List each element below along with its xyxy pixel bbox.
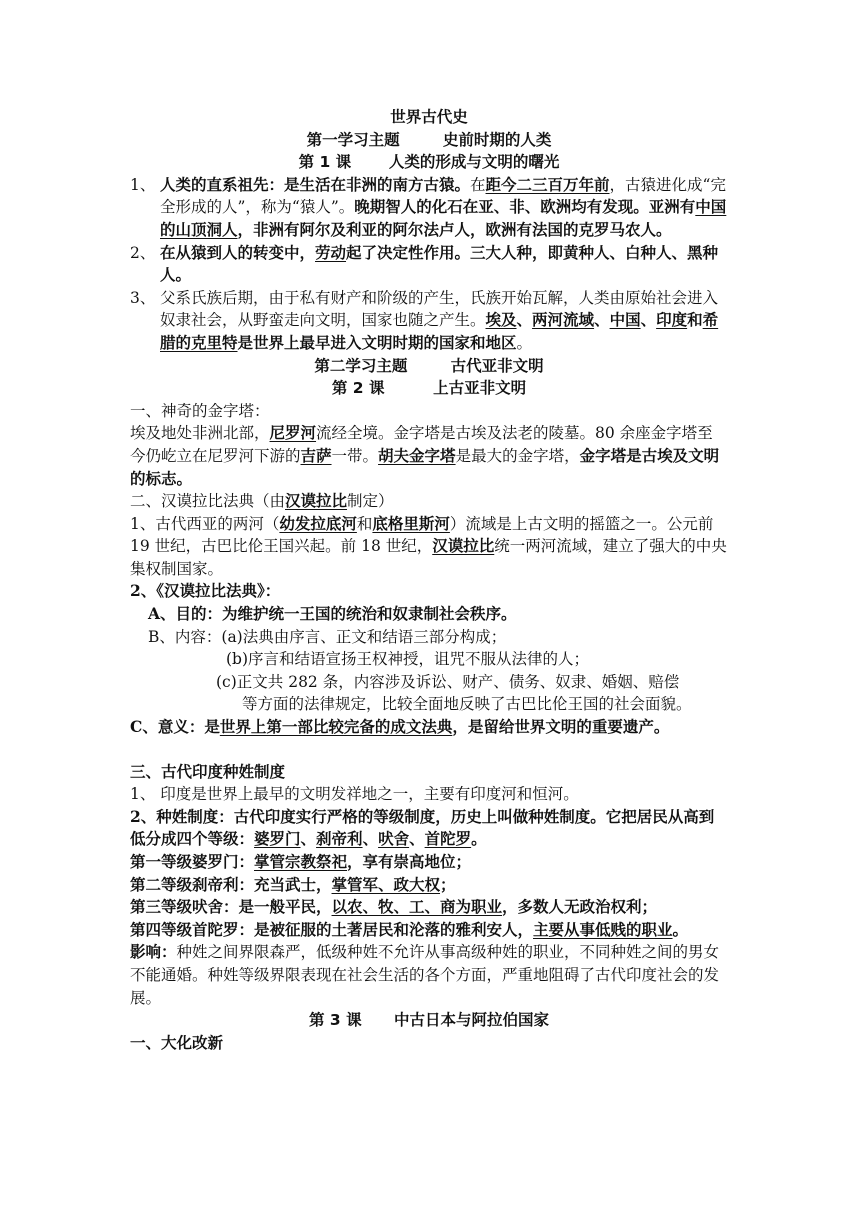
theme-heading-1: [130, 129, 728, 152]
text-run: 流经全境。金字塔是古埃及法老的陵墓。80 余座金字塔至今仍屹立在尼罗河下游的: [130, 424, 713, 465]
text-run: ，非洲有阿尔及利亚的阿尔法卢人，欧洲有法国的克罗马农人。: [237, 219, 672, 239]
text-run: 金字塔是古埃及文明的标志。: [130, 445, 720, 488]
text-run: 胡夫金字塔: [378, 445, 456, 465]
text-run: 两河流域: [532, 310, 595, 330]
item-number: 1、: [130, 175, 156, 194]
item-number: 2、: [130, 243, 156, 262]
text-run: ，古猿进化成“完全形成的人”，称为“猿人”。: [160, 175, 726, 217]
text-run: 希腊的克里特: [160, 310, 719, 352]
text-run: 劳动: [315, 242, 347, 262]
text-run: 埃及: [485, 310, 517, 330]
text-run: 在: [470, 175, 486, 194]
text-run: 2、种姓制度：古代印度实行严格的等级制度，历史上叫做种姓制度。它把居民从高到低分成四个等级：: [130, 806, 715, 849]
text-run: 是世界上最早进入文明时期的国家和地区: [237, 332, 517, 352]
text-run: ，享有崇高地位；: [347, 852, 472, 871]
lesson-heading-3: [130, 1009, 728, 1032]
caste-paragraph-2: [130, 806, 728, 851]
text-run: 、: [300, 829, 317, 849]
caste-level-1: [130, 851, 728, 874]
lesson1-paragraph-2: [130, 242, 728, 287]
theme-label: 第二学习主题: [314, 356, 408, 375]
caste-paragraph-1: 1、 印度是世界上最早的文明发祥地之一，主要有印度河和恒河。: [130, 785, 579, 804]
text-run: 晚期智人的化石在亚、非、欧洲均有发现。亚洲有: [354, 197, 696, 217]
code-content-b: (b)序言和结语宣扬王权神授，诅咒不服从法律的人；: [226, 650, 590, 669]
lesson1-paragraph-1: [130, 174, 728, 242]
code-paragraph-1: [130, 513, 728, 581]
text-run: ）流域是上古文明的摇篮之一。公元前 19 世纪，古巴比伦王国兴起。前 18 世纪，: [130, 514, 714, 556]
text-run: 父系氏族后期，由于私有财产和阶级的产生，氏族开始瓦解，人类由原始社会进入奴隶社会，从野蛮走向文明，国家也随之产生。: [160, 288, 719, 330]
text-run: 和: [687, 310, 703, 330]
text-run: ，是留给世界文明的重要遗产。: [452, 717, 670, 737]
document-content: [130, 106, 728, 1054]
lesson-name: 中古日本与阿拉伯国家: [393, 1011, 549, 1030]
text-run: 和: [356, 514, 373, 533]
caste-level-3: [130, 896, 728, 919]
lesson-label: 第 1 课: [298, 153, 352, 172]
section-heading-pyramids: 一、神奇的金字塔：: [130, 401, 270, 420]
text-run: 。: [471, 829, 487, 849]
text-run: 埃及地处非洲北部，: [130, 424, 270, 443]
text-run: 掌管宗教祭祀: [254, 852, 348, 871]
text-run: 首陀罗: [424, 829, 472, 849]
text-run: 是最大的金字塔，: [455, 446, 580, 465]
lesson-label: 第 3 课: [309, 1011, 362, 1030]
text-run: 底格里斯河: [372, 513, 450, 533]
code-content-c: (c)正文共 282 条，内容涉及诉讼、财产、债务、奴隶、婚姻、赔偿: [216, 672, 680, 691]
theme-name: 史前时期的人类: [442, 130, 552, 149]
text-run: 人类的直系祖先：是生活在非洲的南方古猿。: [160, 174, 471, 194]
blank-line: [130, 739, 728, 761]
lesson-heading-2: [130, 377, 728, 400]
caste-impact: [130, 941, 728, 1009]
text-run: 幼发拉底河: [279, 513, 357, 533]
text-run: 制定）: [347, 492, 394, 511]
lesson-heading-1: [130, 151, 728, 174]
text-run: 。: [516, 333, 533, 352]
text-run: C、意义：是: [130, 717, 220, 737]
text-run: 影响：: [130, 942, 177, 962]
text-run: 起了决定性作用。三大人种，即黄种人、白种人、黑种人。: [160, 242, 719, 285]
text-run: 世界上第一部比较完备的成文法典: [219, 717, 453, 737]
theme-name: 古代亚非文明: [450, 356, 544, 375]
caste-level-2: [130, 874, 728, 897]
text-run: 汉谟拉比: [432, 536, 495, 556]
text-run: 距今二三百万年前: [485, 174, 610, 194]
text-run: 。: [672, 919, 689, 939]
text-run: 、: [516, 310, 533, 330]
section-heading-taika: 一、大化改新: [130, 1032, 224, 1052]
code-significance: [130, 716, 728, 739]
text-run: 种姓之间界限森严，低级种姓不允许从事高级种姓的职业，不同种姓之间的男女不能通婚。种姓等级界限表现在社会生活的各个方面，严重地阻碍了古代印度社会的发展。: [130, 943, 720, 1007]
code-purpose: A、目的：为维护统一王国的统治和奴隶制社会秩序。: [148, 604, 517, 624]
text-run: 掌管军、政大权: [331, 874, 441, 894]
text-run: 1、古代西亚的两河（: [130, 514, 280, 533]
text-run: 第二等级刹帝利：充当武士，: [130, 874, 332, 894]
text-run: 婆罗门: [254, 829, 301, 849]
text-run: 中国: [609, 310, 641, 330]
lesson1-paragraph-3: [130, 287, 728, 355]
text-run: 刹帝利: [316, 829, 363, 849]
text-run: ，多数人无政治权利；: [502, 897, 658, 917]
text-run: 主要从事低贱的职业: [533, 919, 673, 939]
text-run: 、: [640, 310, 657, 330]
text-run: 吠舍: [378, 829, 410, 849]
text-run: 吉萨: [300, 445, 332, 465]
lesson-label: 第 2 课: [331, 379, 385, 398]
section-heading-caste: 三、古代印度种姓制度: [130, 761, 286, 781]
section-heading-code: [130, 490, 728, 513]
text-run: 中国的山顶洞人: [160, 197, 727, 239]
text-run: 尼罗河: [269, 423, 317, 443]
theme-heading-2: [130, 355, 728, 378]
caste-level-4: [130, 919, 728, 942]
text-run: 、: [409, 829, 425, 849]
text-run: 、: [362, 829, 379, 849]
text-run: 第三等级吠舍：是一般平民，: [130, 897, 332, 917]
lesson-name: 上古亚非文明: [433, 379, 527, 398]
text-run: 以农、牧、工、商为职业: [331, 897, 503, 917]
text-run: 二、汉谟拉比法典（由: [130, 492, 286, 511]
item-number: 3、: [130, 288, 156, 307]
text-run: 印度: [656, 310, 688, 330]
text-run: 汉谟拉比: [285, 491, 348, 511]
lesson-name: 人类的形成与文明的曙光: [388, 153, 560, 172]
code-paragraph-2: 2、《汉谟拉比法典》：: [130, 581, 281, 601]
text-run: 第四等级首陀罗：是被征服的土著居民和沦落的雅利安人，: [130, 919, 534, 939]
text-run: 在从猿到人的转变中，: [160, 242, 316, 262]
document-title: 世界古代史: [390, 108, 468, 126]
text-run: 第一等级婆罗门：: [130, 852, 255, 871]
text-run: 一带。: [331, 446, 379, 465]
text-run: ；: [440, 874, 456, 894]
theme-label: 第一学习主题: [306, 130, 400, 149]
pyramids-paragraph: [130, 422, 728, 490]
code-content-a: B、内容：(a)法典由序言、正文和结语三部分构成；: [148, 627, 507, 646]
text-run: 、: [594, 310, 610, 330]
code-content-c-cont: 等方面的法律规定，比较全面地反映了古巴比伦王国的社会面貌。: [242, 695, 692, 714]
text-run: 统一两河流域，建立了强大的中央集权制国家。: [130, 537, 727, 578]
